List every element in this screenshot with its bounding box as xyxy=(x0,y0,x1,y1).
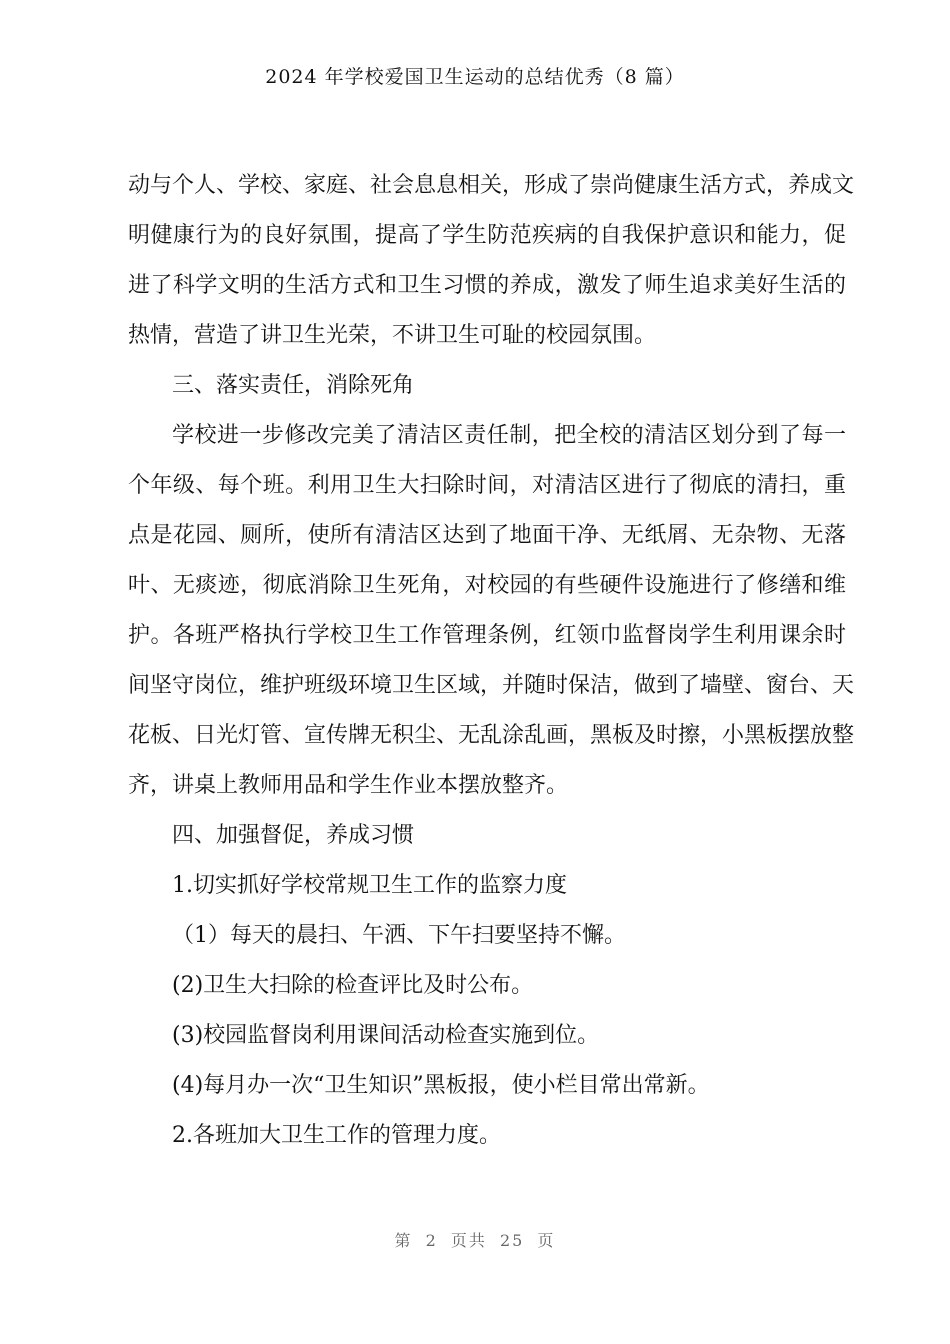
paragraph-line: 明健康行为的良好氛围，提高了学生防范疾病的自我保护意识和能力，促 xyxy=(128,223,846,248)
paragraph-line: 点是花园、厕所，使所有清洁区达到了地面干净、无纸屑、无杂物、无落 xyxy=(128,523,846,548)
list-item: 2.各班加大卫生工作的管理力度。 xyxy=(172,1123,501,1148)
paragraph-line: 护。各班严格执行学校卫生工作管理条例，红领巾监督岗学生利用课余时 xyxy=(128,623,846,648)
list-item: (4)每月办一次“卫生知识”黑板报，使小栏目常出常新。 xyxy=(172,1073,710,1098)
paragraph-line: 花板、日光灯管、宣传牌无积尘、无乱涂乱画，黑板及时擦，小黑板摆放整 xyxy=(128,723,855,748)
paragraph-line: 学校进一步修改完美了清洁区责任制，把全校的清洁区划分到了每一 xyxy=(172,423,846,448)
list-item: （1）每天的晨扫、午洒、下午扫要坚持不懈。 xyxy=(172,923,626,948)
page-footer: 第 2 页共 25 页 xyxy=(394,1231,556,1250)
list-item: (2)卫生大扫除的检查评比及时公布。 xyxy=(172,973,534,998)
paragraph-line: 个年级、每个班。利用卫生大扫除时间，对清洁区进行了彻底的清扫，重 xyxy=(128,473,846,498)
paragraph-line: 间坚守岗位，维护班级环境卫生区域，并随时保洁，做到了墙壁、窗台、天 xyxy=(128,673,855,698)
page-title: 2024 年学校爱国卫生运动的总结优秀（8 篇） xyxy=(265,66,685,88)
section-heading: 三、落实责任，消除死角 xyxy=(172,373,415,398)
paragraph-line: 齐，讲桌上教师用品和学生作业本摆放整齐。 xyxy=(128,773,569,798)
list-item: 1.切实抓好学校常规卫生工作的监察力度 xyxy=(172,873,567,898)
paragraph-line: 热情，营造了讲卫生光荣，不讲卫生可耻的校园氛围。 xyxy=(128,323,657,348)
paragraph-line: 进了科学文明的生活方式和卫生习惯的养成，激发了师生追求美好生活的 xyxy=(128,273,846,298)
list-item: (3)校园监督岗利用课间活动检查实施到位。 xyxy=(172,1023,600,1048)
paragraph-line: 叶、无痰迹，彻底消除卫生死角，对校园的有些硬件设施进行了修缮和维 xyxy=(128,573,846,598)
section-heading: 四、加强督促，养成习惯 xyxy=(172,823,415,848)
paragraph-line: 动与个人、学校、家庭、社会息息相关，形成了崇尚健康生活方式，养成文 xyxy=(128,173,855,198)
